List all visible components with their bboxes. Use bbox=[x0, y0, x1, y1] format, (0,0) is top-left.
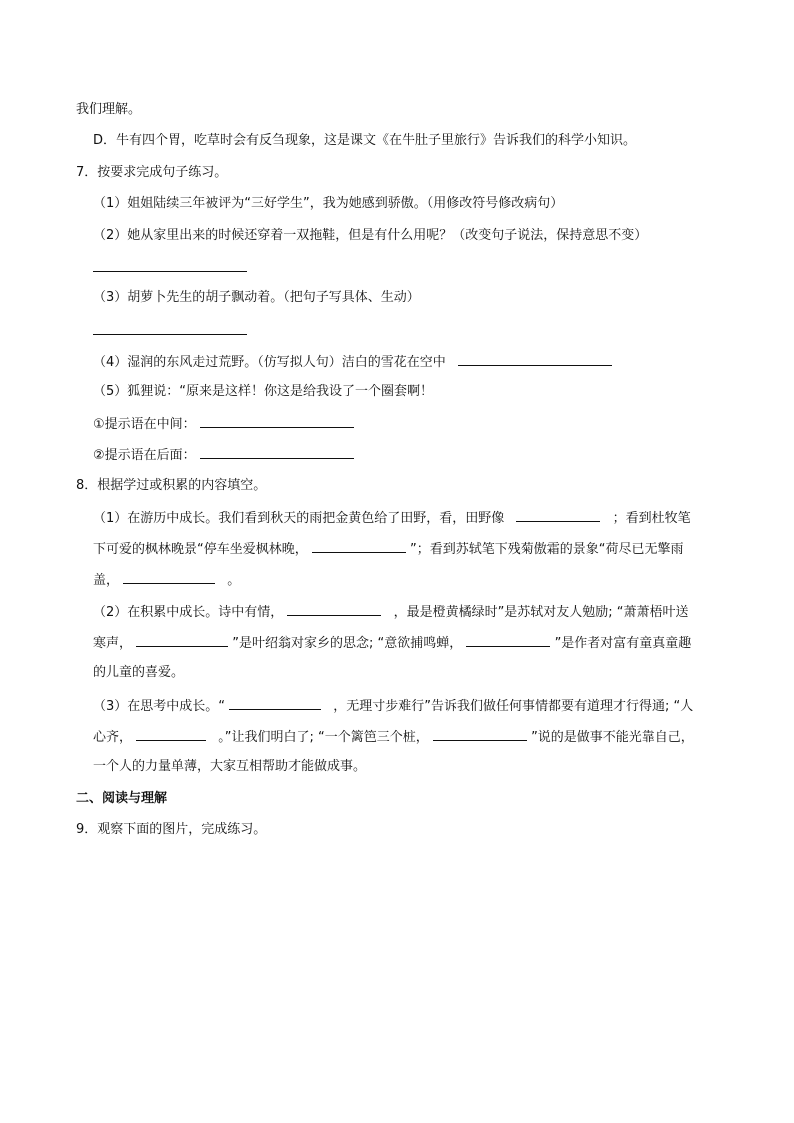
question-8-1-text-a: （1）在游历中成长。我们看到秋天的雨把金黄色给了田野，看，田野像 bbox=[93, 511, 505, 526]
answer-blank-8-3-a[interactable] bbox=[229, 695, 321, 710]
question-8-3-text-b: ，无理寸步难行”告诉我们做任何事情都要有道理才行得通; “人 bbox=[333, 699, 694, 714]
question-8-1-text-e: 盖， bbox=[93, 573, 120, 588]
answer-blank-8-1-b[interactable] bbox=[312, 538, 406, 553]
question-8-1-line1 bbox=[93, 507, 691, 527]
question-8-3-text-a: （3）在思考中成长。“ bbox=[93, 699, 226, 714]
question-8-3-line1 bbox=[93, 695, 693, 715]
question-7-3: （3）胡萝卜先生的胡子飘动着。（把句子写具体、生动） bbox=[93, 290, 420, 305]
question-7-4-text: （4）湿润的东风走过荒野。（仿写拟人句）洁白的雪花在空中 bbox=[93, 355, 446, 370]
question-8-2-text-a: （2）在积累中成长。诗中有情， bbox=[93, 605, 284, 620]
answer-blank-8-3-c[interactable] bbox=[433, 726, 527, 741]
question-8-2-text-c: 寒声， bbox=[93, 636, 133, 651]
answer-blank-8-3-b[interactable] bbox=[136, 726, 206, 741]
answer-blank-7-3[interactable] bbox=[93, 334, 247, 335]
question-8-2-text-d: ”是叶绍翁对家乡的思念; “意欲捕鸣蝉， bbox=[232, 636, 463, 651]
question-8-2-line3: 的儿童的喜爱。 bbox=[93, 665, 185, 680]
question-8-2-text-b: ，最是橙黄橘绿时”是苏轼对友人勉励; “萧萧梧叶送 bbox=[393, 605, 689, 620]
answer-blank-8-1-a[interactable] bbox=[516, 507, 600, 522]
answer-blank-7-2[interactable] bbox=[93, 271, 247, 272]
question-7-2: （2）她从家里出来的时候还穿着一双拖鞋，但是有什么用呢？（改变句子说法，保持意思不变） bbox=[93, 228, 648, 243]
answer-blank-8-2-b[interactable] bbox=[136, 632, 228, 647]
question-7-5: （5）狐狸说：“原来是这样！你这是给我设了一个圈套啊！ bbox=[93, 384, 434, 399]
option-d: D．牛有四个胃，吃草时会有反刍现象，这是课文《在牛肚子里旅行》告诉我们的科学小知识。 bbox=[93, 133, 637, 148]
answer-blank-7-5-a[interactable] bbox=[200, 413, 354, 428]
question-8-3-line3: 一个人的力量单薄，大家互相帮助才能做成事。 bbox=[93, 759, 367, 774]
question-8-1-line3 bbox=[93, 569, 240, 589]
section-2-heading: 二、阅读与理解 bbox=[76, 791, 168, 806]
answer-blank-8-2-c[interactable] bbox=[466, 632, 550, 647]
answer-blank-7-5-b[interactable] bbox=[200, 444, 354, 459]
question-8-1-text-d: ”；看到苏轼笔下残菊傲霜的景象“荷尽已无擎雨 bbox=[410, 542, 684, 557]
question-7-5-a bbox=[93, 413, 354, 433]
answer-blank-8-1-c[interactable] bbox=[123, 569, 215, 584]
question-8-3-line2 bbox=[93, 726, 694, 746]
question-7-title: 7．按要求完成句子练习。 bbox=[76, 165, 228, 180]
question-8-3-text-e: ”说的是做事不能光靠自己， bbox=[531, 730, 694, 745]
question-8-3-text-d: 。”让我们明白了; “一个篱笆三个桩， bbox=[218, 730, 429, 745]
question-9-title: 9．观察下面的图片，完成练习。 bbox=[76, 822, 267, 837]
question-8-2-text-e: ”是作者对富有童真童趣 bbox=[554, 636, 692, 651]
answer-blank-7-4[interactable] bbox=[458, 351, 612, 366]
answer-blank-8-2-a[interactable] bbox=[287, 601, 381, 616]
question-8-3-text-c: 心齐， bbox=[93, 730, 133, 745]
question-7-1: （1）姐姐陆续三年被评为“三好学生”，我为她感到骄傲。（用修改符号修改病句） bbox=[93, 196, 564, 211]
text-line: 我们理解。 bbox=[76, 102, 142, 117]
question-7-5-b-text: ②提示语在后面： bbox=[93, 448, 196, 463]
question-8-2-line2 bbox=[93, 632, 691, 652]
question-7-4 bbox=[93, 351, 612, 371]
question-8-1-line2 bbox=[93, 538, 684, 558]
question-8-2-line1 bbox=[93, 601, 689, 621]
question-7-5-b bbox=[93, 444, 354, 464]
question-8-1-text-c: 下可爱的枫林晚景“停车坐爱枫林晚， bbox=[93, 542, 308, 557]
question-8-1-text-b: ；看到杜牧笔 bbox=[612, 511, 691, 526]
question-8-title: 8．根据学过或积累的内容填空。 bbox=[76, 478, 267, 493]
question-7-5-a-text: ①提示语在中间： bbox=[93, 417, 196, 432]
question-8-1-text-f: 。 bbox=[227, 573, 241, 588]
